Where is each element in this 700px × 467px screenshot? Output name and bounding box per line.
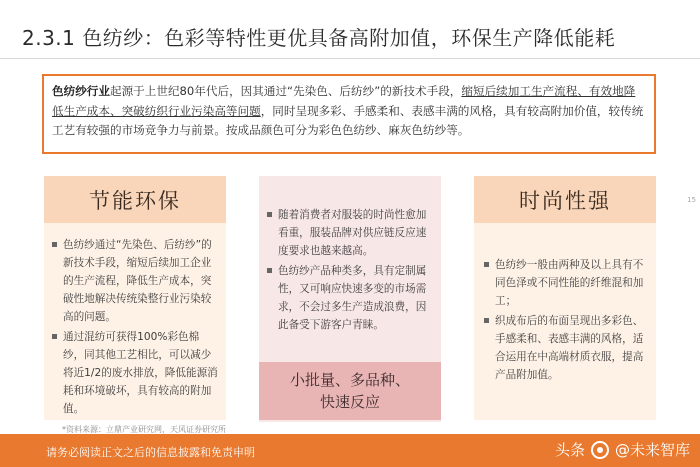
bullet-list (52, 236, 220, 418)
source-note: *资料来源：立鼎产业研究网，天风证券研究所 (62, 425, 226, 434)
list-item: 色纺纱产品种类多，具有定制属性，又可响应快速多变的市场需求，不会过多生产造成浪费，因此备受下游客户青睐。 (267, 262, 435, 334)
watermark-name: @未来智库 (614, 441, 690, 459)
energy-saving-card (44, 176, 226, 420)
footer-bar (0, 434, 700, 467)
title-divider (0, 58, 700, 59)
card-title-line: 小批量、多品种、 (289, 371, 410, 389)
watermark (555, 439, 690, 460)
intro-underlined: 缩短后续加工生产流程、有效地降低生产成本、突破纺织行业污染高等问题 (52, 84, 636, 118)
bullet-list (484, 256, 650, 384)
intro-text-1: 起源于上世纪80年代后，因其通过“先染色、后纺纱”的新技术手段， (109, 84, 462, 98)
card-title: 节能环保 (44, 176, 226, 223)
intro-text-2: ，同时呈现多彩、手感柔和、表感丰满的风格，具有较高附加价值，较传统工艺有较强的市场竞争力与前景。按成品颜色可分为彩色色纺纱、麻灰色纺纱等。 (52, 103, 644, 137)
intro-lead: 色纺纱行业 (52, 84, 110, 98)
watermark-logo-icon (591, 441, 609, 459)
card-title (259, 362, 441, 420)
page-title: 2.3.1 色纺纱：色彩等特性更优具备高附加值，环保生产降低能耗 (22, 26, 616, 50)
card-title: 时尚性强 (474, 176, 656, 223)
list-item: 色纺纱通过“先染色、后纺纱”的新技术手段，缩短后续加工企业的生产流程，降低生产成本，突破性地解决传统染整行业污染较高的问题。 (52, 236, 220, 326)
card-title-line: 快速反应 (319, 393, 380, 411)
disclaimer-text: 请务必阅读正文之后的信息披露和免责申明 (46, 446, 255, 459)
bullet-list (267, 206, 435, 334)
intro-box (42, 74, 656, 154)
list-item: 色纺纱一般由两种及以上具有不同色泽或不同性能的纤维混和加工； (484, 256, 650, 310)
list-item: 织成布后的布面呈现出多彩色、手感柔和、表感丰满的风格，适合运用在中高端材质衣服，提高产品附加值。 (484, 312, 650, 384)
list-item: 随着消费者对服装的时尚性愈加看重，服装品牌对供应链反应速度要求也越来越高。 (267, 206, 435, 260)
watermark-prefix: 头条 (554, 441, 585, 459)
list-item: 通过混纺可获得100%彩色棉纱，同其他工艺相比，可以减少将近1/2的废水排放，降低能源消耗和环境破坏，具有较高的附加值。 (52, 328, 220, 418)
page-number: 15 (687, 196, 696, 204)
fashion-card (474, 176, 656, 420)
fast-response-card (259, 176, 441, 422)
